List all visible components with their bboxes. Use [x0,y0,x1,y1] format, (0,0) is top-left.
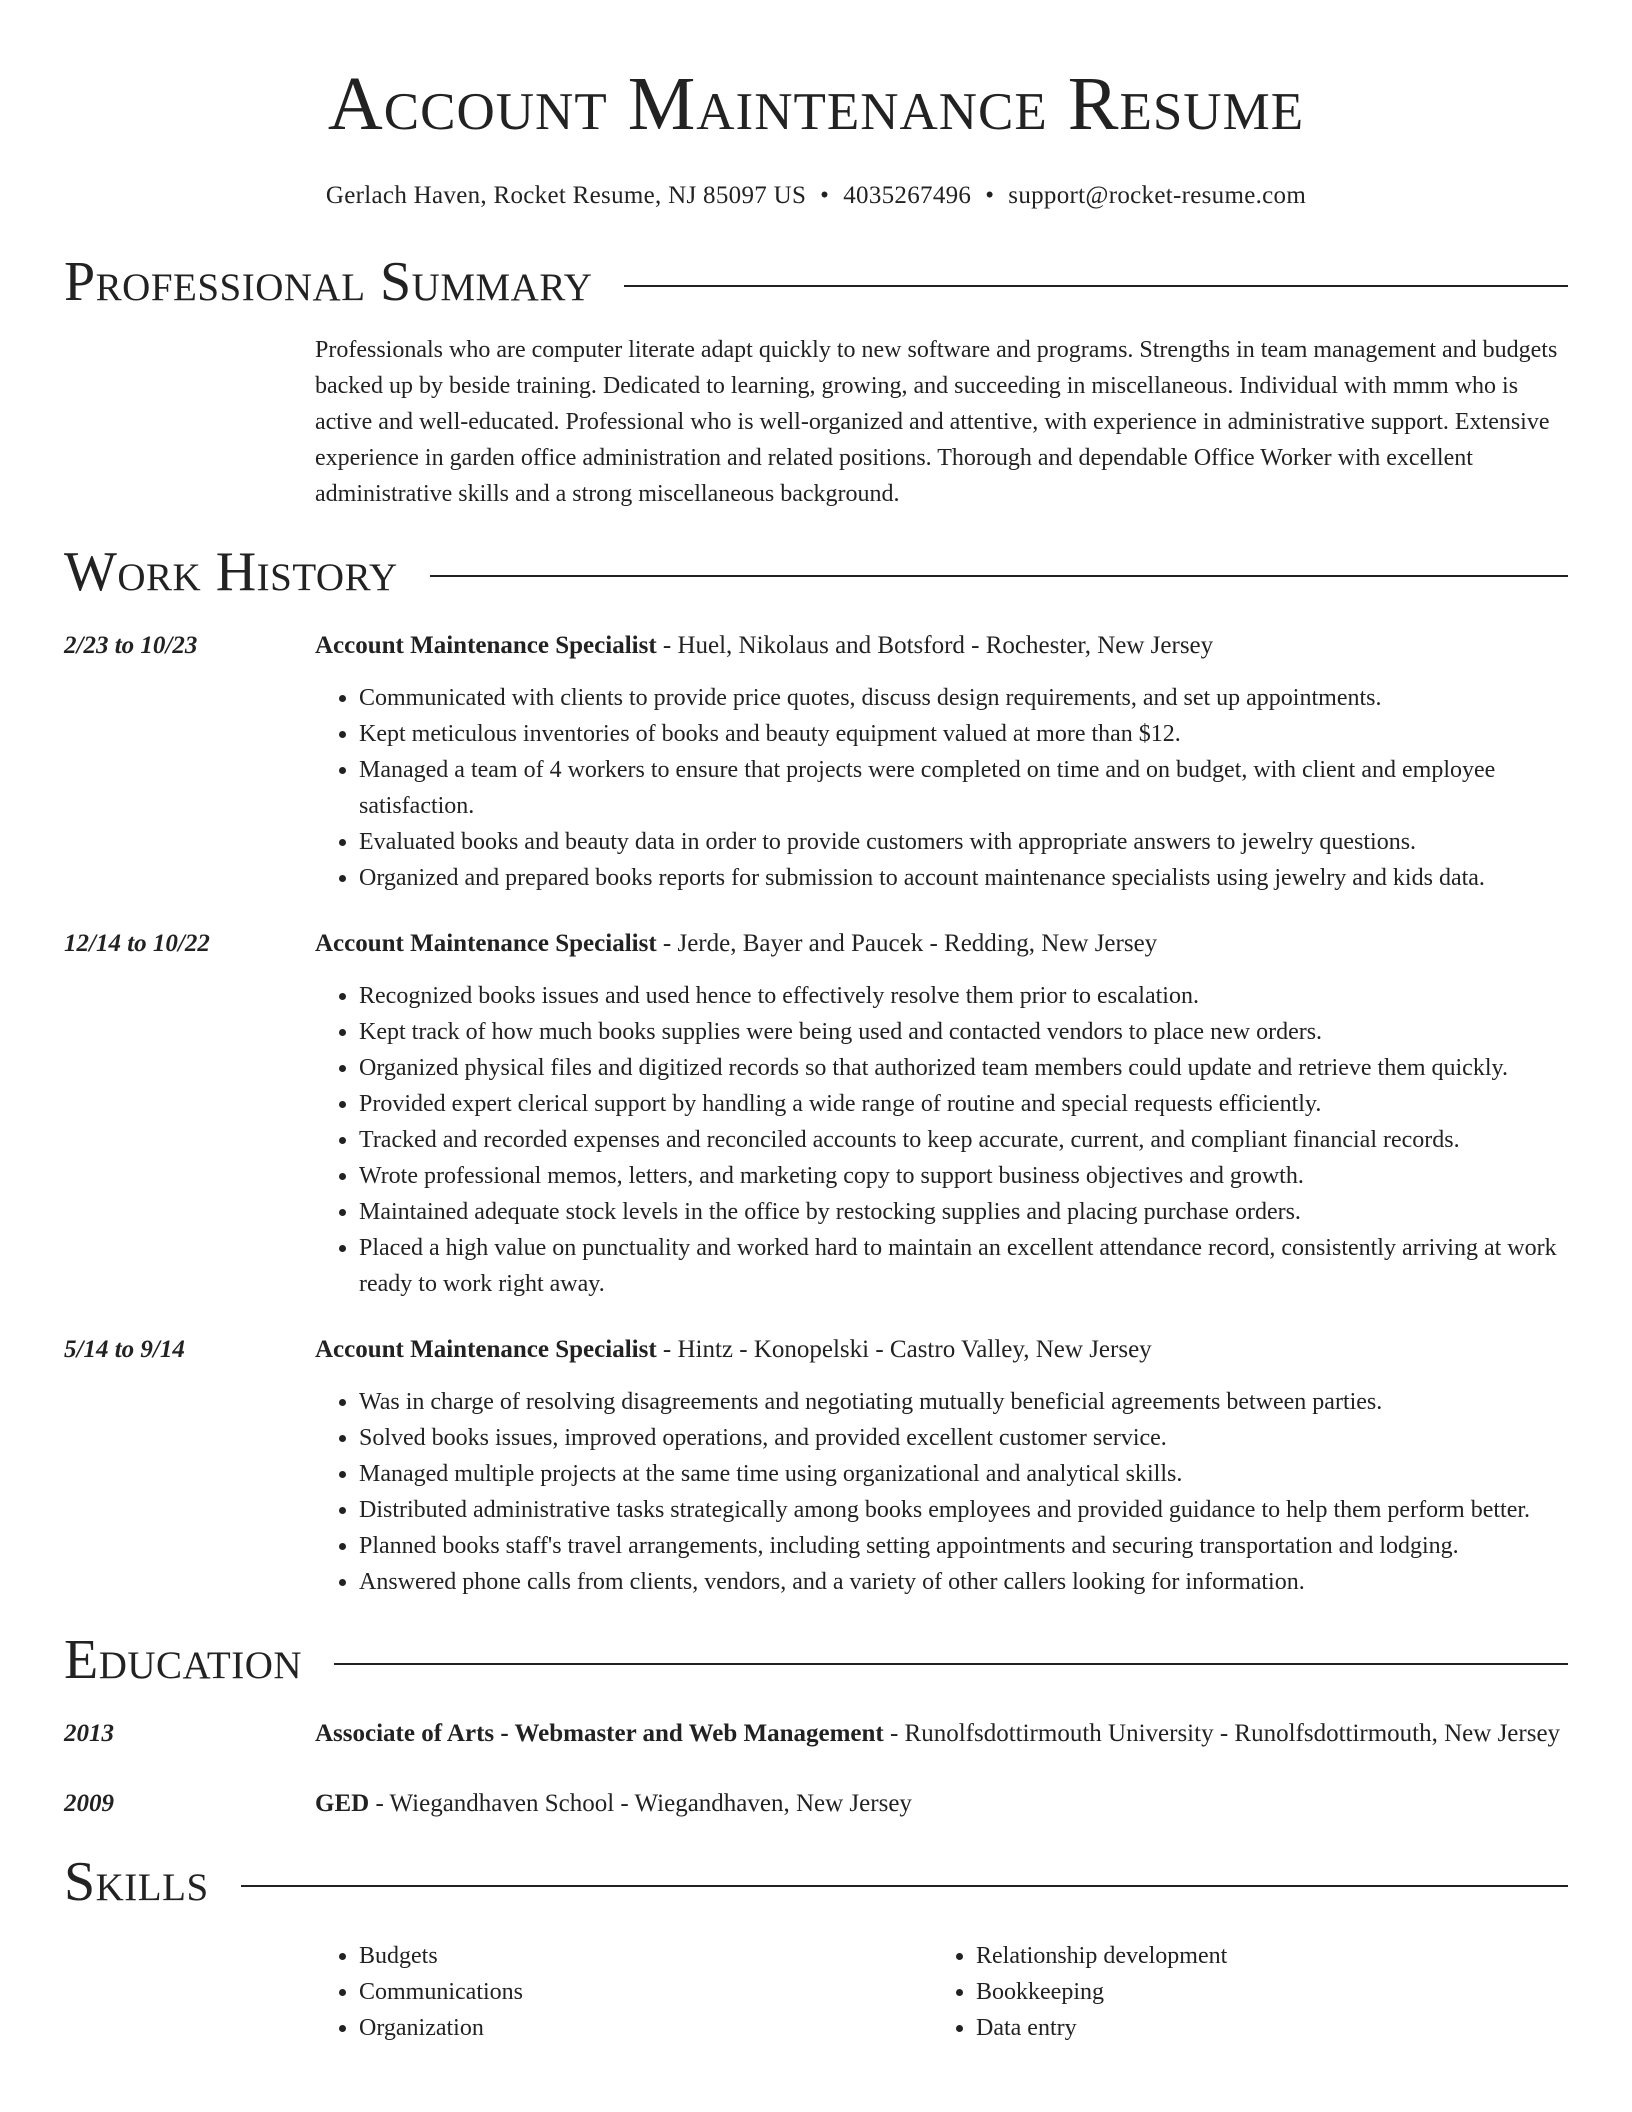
skills-spacer [64,1938,315,2046]
section-header-summary [64,250,1568,314]
section-divider [334,1663,1568,1665]
skills-grid [315,1938,1568,2046]
education-entry [64,1716,1568,1752]
job-bullet: • Planned books staff's travel arrangements, including setting appointments and securing transportation and lodging. [359,1528,1568,1564]
summary-spacer [64,332,315,512]
job-entry [64,1332,1568,1600]
education-year: 2013 [64,1720,114,1747]
contact-separator: • [820,182,830,209]
education-year: 2009 [64,1790,114,1817]
job-employer: - Hintz - Konopelski - Castro Valley, New Jersey [656,1336,1152,1363]
section-divider [430,575,1568,577]
job-bullet: • Kept meticulous inventories of books and beauty equipment valued at more than $12. [359,716,1568,752]
education-content [315,1716,1568,1752]
section-title-summary: Professional Summary [64,251,593,313]
section-title-work-history: Work History [64,541,398,603]
job-bullet: • Provided expert clerical support by handling a wide range of routine and special requests efficiently. [359,1086,1568,1122]
education-list [64,1716,1568,1822]
section-title-education: Education [64,1629,303,1691]
job-bullets [315,978,1568,1302]
education-school: - Wiegandhaven School - Wiegandhaven, New Jersey [369,1790,912,1817]
job-role: Account Maintenance Specialist [315,632,657,659]
education-content [315,1786,1568,1822]
job-bullet: • Organized physical files and digitized records so that authorized team members could update and retrieve them quickly. [359,1050,1568,1086]
job-dates: 12/14 to 10/22 [64,930,210,957]
section-divider [241,1885,1568,1887]
job-content [315,628,1568,896]
skills-column-left [315,1938,932,2046]
skill-item: • Data entry [976,2010,1549,2046]
job-bullets [315,680,1568,896]
job-bullets [315,1384,1568,1600]
skill-item: • Bookkeeping [976,1974,1549,2010]
job-bullet: • Wrote professional memos, letters, and marketing copy to support business objectives and growth. [359,1158,1568,1194]
section-title-skills: Skills [64,1851,209,1913]
job-bullet: • Recognized books issues and used hence to effectively resolve them prior to escalation. [359,978,1568,1014]
job-content [315,1332,1568,1600]
job-bullet: • Was in charge of resolving disagreements and negotiating mutually beneficial agreements between parties. [359,1384,1568,1420]
contact-address: Gerlach Haven, Rocket Resume, NJ 85097 US [325,182,807,209]
job-dates: 2/23 to 10/23 [64,632,198,659]
job-employer: - Huel, Nikolaus and Botsford - Rochester, New Jersey [656,632,1214,659]
job-heading [315,926,1568,962]
job-bullet: • Distributed administrative tasks strategically among books employees and provided guidance to help them perform better. [359,1492,1568,1528]
job-bullet: • Solved books issues, improved operations, and provided excellent customer service. [359,1420,1568,1456]
skill-item: • Organization [359,2010,932,2046]
section-header-skills [64,1850,1568,1914]
education-degree: Associate of Arts - Webmaster and Web Management [315,1720,884,1747]
contact-separator: • [985,182,995,209]
job-bullet: • Organized and prepared books reports for submission to account maintenance specialists using jewelry and kids data. [359,860,1568,896]
summary-text: Professionals who are computer literate adapt quickly to new software and programs. Strengths in team management and budgets backed up by beside training. Dedicated to learning, growing, and succeeding in miscellaneous. Individual with mmm who is active and well-educated. Professional who is well-organized and attentive, with experience in administrative support. Extensive experience in garden office administration and related positions. Thorough and dependable Office Worker with excellent administrative skills and a strong miscellaneous background. [315,337,1558,507]
job-bullet: • Evaluated books and beauty data in order to provide customers with appropriate answers to jewelry questions. [359,824,1568,860]
skills-column-right [932,1938,1549,2046]
job-heading [315,1332,1568,1368]
section-header-work-history [64,540,1568,604]
job-bullet: • Maintained adequate stock levels in the office by restocking supplies and placing purchase orders. [359,1194,1568,1230]
skill-item: • Relationship development [976,1938,1549,1974]
job-content [315,926,1568,1302]
contact-phone: 4035267496 [843,182,972,209]
skills-row [64,1938,1568,2046]
skill-item: • Budgets [359,1938,932,1974]
education-school: - Runolfsdottirmouth University - Runolfsdottirmouth, New Jersey [883,1720,1561,1747]
job-bullet: • Managed a team of 4 workers to ensure that projects were completed on time and on budget, with client and employee satisfaction. [359,752,1568,824]
job-bullet: • Tracked and recorded expenses and reconciled accounts to keep accurate, current, and compliant financial records. [359,1122,1568,1158]
job-dates: 5/14 to 9/14 [64,1336,185,1363]
section-divider [624,285,1568,287]
skill-item: • Communications [359,1974,932,2010]
section-header-education [64,1628,1568,1692]
job-heading [315,628,1568,664]
job-bullet: • Kept track of how much books supplies were being used and contacted vendors to place new orders. [359,1014,1568,1050]
job-bullet: • Placed a high value on punctuality and worked hard to maintain an excellent attendance record, consistently arriving at work ready to work right away. [359,1230,1568,1302]
contact-line [64,180,1568,212]
job-role: Account Maintenance Specialist [315,1336,657,1363]
job-role: Account Maintenance Specialist [315,930,657,957]
summary-row [64,332,1568,512]
job-employer: - Jerde, Bayer and Paucek - Redding, New Jersey [656,930,1158,957]
education-entry [64,1786,1568,1822]
contact-email: support@rocket-resume.com [1008,182,1307,209]
job-bullet: • Managed multiple projects at the same time using organizational and analytical skills. [359,1456,1568,1492]
job-bullet: • Communicated with clients to provide price quotes, discuss design requirements, and set up appointments. [359,680,1568,716]
job-entry [64,926,1568,1302]
resume-page [64,0,1568,2046]
education-degree: GED [315,1790,370,1817]
resume-title: Account Maintenance Resume [327,62,1305,146]
job-bullet: • Answered phone calls from clients, vendors, and a variety of other callers looking for information. [359,1564,1568,1600]
work-history-list [64,628,1568,1600]
job-entry [64,628,1568,896]
